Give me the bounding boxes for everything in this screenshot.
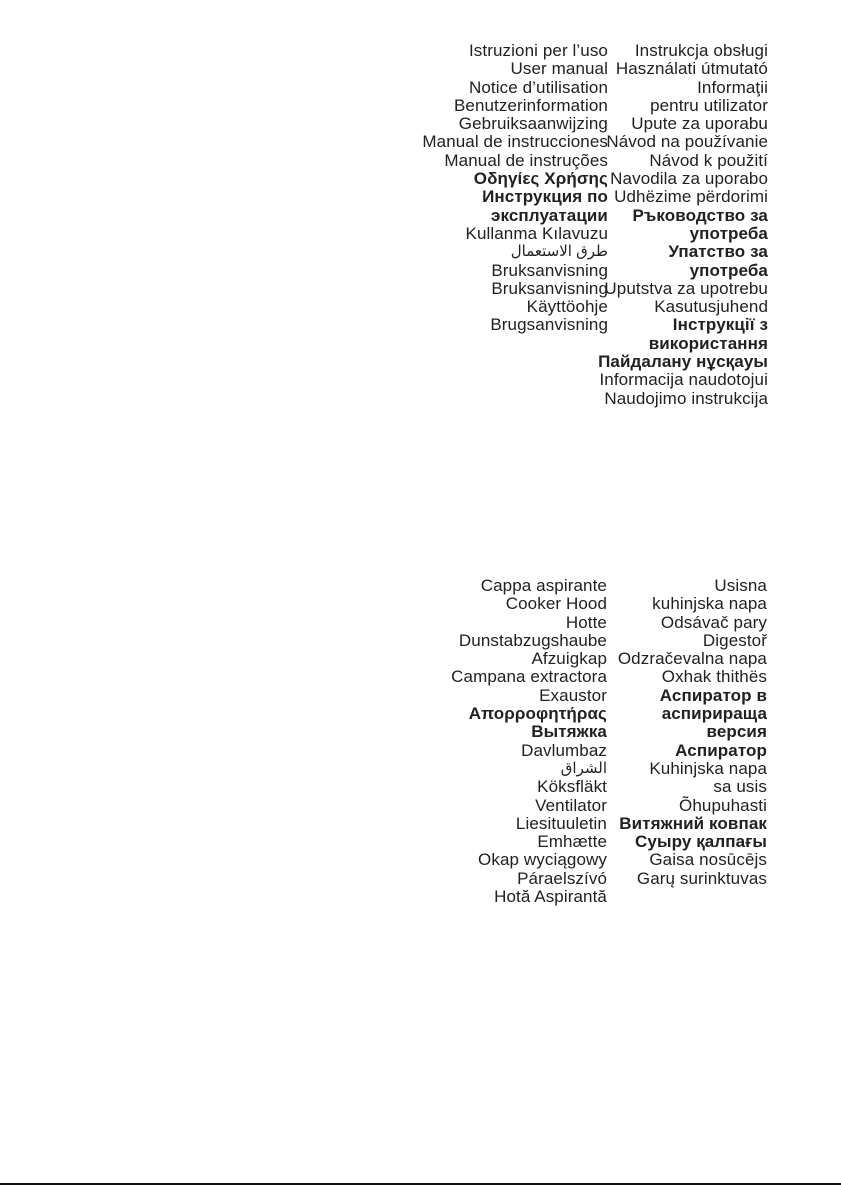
product-name-line: Витяжний ковпак bbox=[619, 813, 767, 833]
instruction-title-line: Navodila za uporabo bbox=[610, 169, 768, 189]
product-name-line: Exaustor bbox=[539, 685, 607, 705]
instruction-title-line: Bruksanvisning bbox=[491, 260, 608, 280]
instruction-title-line: Упатство за bbox=[668, 242, 768, 262]
instruction-title-line: використання bbox=[648, 333, 768, 353]
product-name-line: Аспиратор в bbox=[659, 685, 767, 705]
instruction-titles-right-column bbox=[598, 42, 768, 408]
instruction-title-line: Návod k použití bbox=[649, 150, 768, 170]
instruction-title-line: Gebruiksaanwijzing bbox=[458, 114, 608, 134]
product-name-line: Afzuigkap bbox=[531, 649, 607, 669]
instruction-titles-left-column bbox=[422, 42, 608, 335]
footer-rule bbox=[0, 1183, 841, 1185]
instruction-title-line: Uputstva za upotrebu bbox=[604, 278, 768, 298]
instruction-title-line: Naudojimo instrukcija bbox=[604, 388, 768, 408]
product-name-line: Campana extractora bbox=[451, 667, 607, 687]
product-name-line: Davlumbaz bbox=[521, 740, 607, 760]
instruction-title-line: Udhëzime përdorimi bbox=[614, 187, 768, 207]
product-name-line: Liesituuletin bbox=[515, 813, 607, 833]
instruction-title-line: Kullanma Kılavuzu bbox=[465, 223, 608, 243]
product-name-line: kuhinjska napa bbox=[652, 594, 767, 614]
instruction-title-line: Οδηγίες Χρήσης bbox=[473, 169, 608, 189]
instruction-title-line: طرق الاستعمال bbox=[510, 243, 608, 261]
instruction-title-line: Notice d’utilisation bbox=[468, 77, 608, 97]
instruction-title-line: Informaţii bbox=[697, 77, 768, 97]
instruction-title-line: Manual de instrucciones bbox=[422, 132, 608, 152]
instruction-title-line: Használati útmutató bbox=[615, 59, 768, 79]
product-name-line: الشراق bbox=[560, 759, 607, 777]
product-name-line: Garų surinktuvas bbox=[636, 868, 767, 888]
instruction-title-line: Kasutusjuhend bbox=[654, 297, 768, 317]
instruction-title-line: User manual bbox=[510, 59, 608, 79]
instruction-title-line: Инструкция по bbox=[482, 187, 608, 207]
product-name-line: Аспиратор bbox=[675, 740, 767, 760]
instruction-title-line: употреба bbox=[689, 223, 768, 243]
product-name-line: Cooker Hood bbox=[505, 594, 607, 614]
instruction-title-line: pentru utilizator bbox=[650, 95, 768, 115]
instruction-title-line: Ръководство за bbox=[632, 205, 768, 225]
instruction-title-line: Пайдалану нұсқауы bbox=[598, 352, 768, 372]
instruction-title-line: эксплуатации bbox=[491, 205, 608, 225]
product-name-line: sa usis bbox=[713, 777, 767, 797]
product-name-line: Hotă Aspirantă bbox=[494, 887, 607, 907]
instruction-title-line: Istruzioni per l’uso bbox=[468, 41, 608, 60]
product-name-line: Dunstabzugshaube bbox=[458, 630, 607, 650]
product-name-line: Okap wyciągowy bbox=[478, 850, 607, 870]
product-name-line: Odzračevalna napa bbox=[617, 649, 767, 669]
product-name-line: Ventilator bbox=[535, 795, 607, 815]
product-name-line: Usisna bbox=[714, 576, 767, 595]
instruction-title-line: Benutzerinformation bbox=[453, 95, 608, 115]
product-name-line: Emhætte bbox=[537, 832, 607, 852]
product-name-line: Hotte bbox=[565, 612, 607, 632]
instruction-title-line: Upute za uporabu bbox=[631, 114, 768, 134]
product-name-line: Вытяжка bbox=[531, 722, 607, 742]
product-name-line: версия bbox=[706, 722, 767, 742]
product-name-line: Õhupuhasti bbox=[679, 795, 767, 815]
product-name-line: Суыру қалпағы bbox=[635, 832, 767, 852]
instruction-title-line: Інструкції з bbox=[672, 315, 768, 335]
instruction-title-line: Manual de instruções bbox=[444, 150, 608, 170]
instruction-title-line: Návod na používanie bbox=[606, 132, 768, 152]
product-name-line: Απορροφητήρας bbox=[468, 704, 607, 724]
instruction-title-line: Käyttöohje bbox=[526, 297, 608, 317]
product-names-left-column bbox=[451, 577, 607, 906]
product-name-line: Oxhak thithës bbox=[661, 667, 767, 687]
instruction-title-line: Informacija naudotojui bbox=[599, 370, 768, 390]
product-name-line: аспирираща bbox=[661, 704, 767, 724]
instruction-title-line: Brugsanvisning bbox=[490, 315, 608, 335]
product-names-right-column bbox=[618, 577, 767, 888]
product-name-line: Kuhinjska napa bbox=[649, 758, 767, 778]
product-name-line: Digestoř bbox=[702, 630, 767, 650]
product-name-line: Páraelszívó bbox=[517, 868, 607, 888]
product-name-line: Köksfläkt bbox=[537, 777, 607, 797]
instruction-title-line: Bruksanvisning bbox=[491, 278, 608, 298]
product-name-line: Cappa aspirante bbox=[480, 576, 607, 595]
instruction-title-line: Instrukcja obsługi bbox=[634, 41, 768, 60]
product-name-line: Gaisa nosūcējs bbox=[649, 850, 767, 870]
product-name-line: Odsávač pary bbox=[660, 612, 767, 632]
instruction-title-line: употреба bbox=[689, 260, 768, 280]
